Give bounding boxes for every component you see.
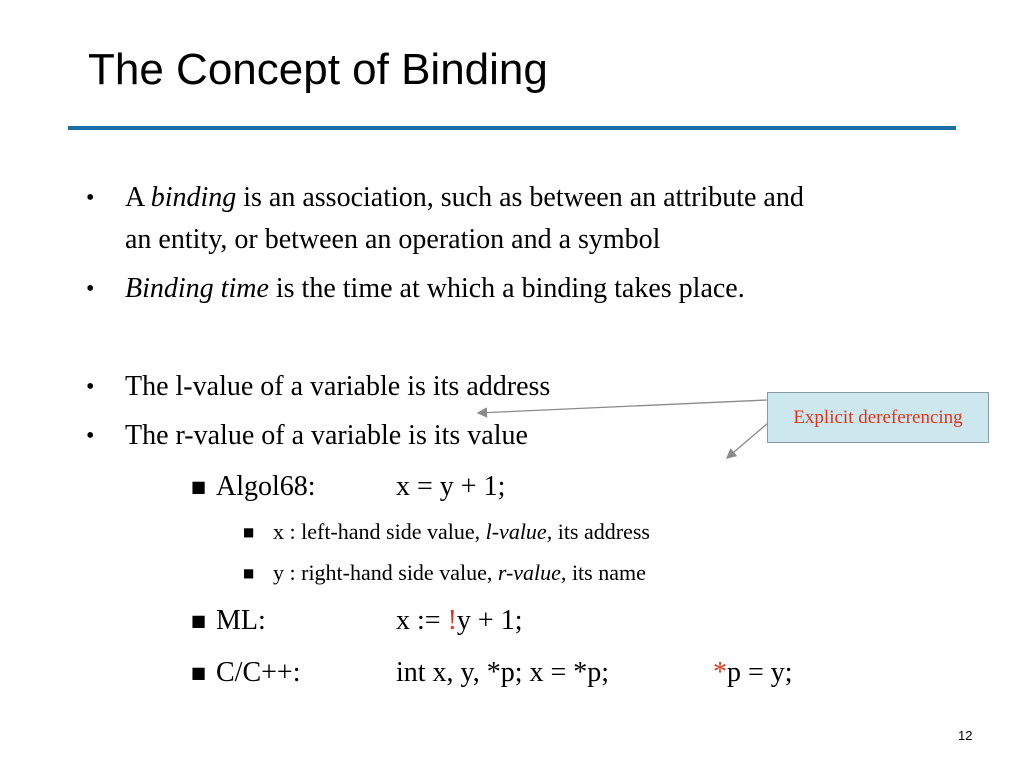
bullet-dot: • — [86, 423, 95, 449]
cpp-deref-operator: * — [713, 657, 727, 688]
ml-code-post: y + 1; — [456, 605, 523, 636]
ml-label: ML: — [216, 605, 266, 636]
bullet-l-value: The l-value of a variable is its address — [125, 371, 551, 402]
ml-deref-operator: ! — [447, 605, 457, 636]
algol-x-pre: x : left-hand side value, — [273, 519, 486, 544]
bullet-binding-time-post: is the time at which a binding takes place. — [268, 273, 745, 304]
square-bullet-icon: ■ — [191, 611, 207, 630]
bullet-dot: • — [86, 374, 95, 400]
square-bullet-icon: ■ — [243, 525, 255, 539]
algol-x-post: its address — [552, 519, 650, 544]
square-bullet-icon: ■ — [191, 477, 207, 496]
bullet-dot: • — [86, 185, 95, 211]
bullet-r-value: The r-value of a variable is its value — [125, 420, 528, 451]
bullet-binding-time-em: Binding time — [125, 273, 269, 304]
arrow-to-l-value — [478, 400, 767, 413]
cpp-label: C/C++: — [216, 657, 301, 688]
algol-x-em: l-value, — [485, 519, 553, 544]
bullet-binding-line2: an entity, or between an operation and a symbol — [125, 224, 661, 255]
ml-code-pre: x := — [396, 605, 448, 636]
slide-title: The Concept of Binding — [88, 45, 548, 94]
bullet-binding-post: is an association, such as between an attribute and — [236, 182, 804, 213]
cpp-code: int x, y, *p; x = *p; — [396, 657, 610, 688]
algol-y-em: r-value, — [497, 560, 567, 585]
callout-text: Explicit dereferencing — [793, 406, 963, 428]
bullet-binding-pre: A — [125, 182, 151, 213]
bullet-dot: • — [86, 276, 95, 302]
algol-y-pre: y : right-hand side value, — [273, 560, 498, 585]
algol-code: x = y + 1; — [396, 471, 506, 502]
algol-y-post: its name — [566, 560, 646, 585]
square-bullet-icon: ■ — [191, 663, 207, 682]
square-bullet-icon: ■ — [243, 566, 255, 580]
arrow-to-r-value — [727, 423, 768, 458]
algol-label: Algol68: — [216, 471, 316, 502]
page-number: 12 — [958, 728, 973, 743]
callout-explicit-dereferencing — [767, 392, 989, 443]
bullet-binding-em: binding — [150, 182, 237, 213]
cpp-code-post: p = y; — [727, 657, 793, 688]
